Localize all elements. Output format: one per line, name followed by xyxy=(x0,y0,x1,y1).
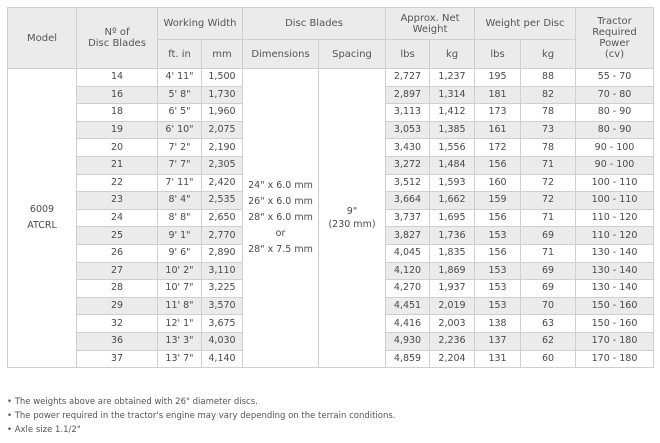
spec-table-container xyxy=(7,7,653,368)
header-disc-blades: Disc Blades xyxy=(243,8,386,40)
cell-width-mm: 2,650 xyxy=(202,209,243,227)
cell-net-kg: 1,556 xyxy=(430,139,475,157)
header-disc-kg: kg xyxy=(521,40,576,69)
cell-net-lbs: 4,416 xyxy=(386,315,430,333)
cell-net-kg: 2,236 xyxy=(430,332,475,350)
cell-net-lbs: 3,430 xyxy=(386,139,430,157)
cell-power: 170 - 180 xyxy=(576,332,654,350)
cell-width-ft: 7' 11" xyxy=(158,174,202,192)
cell-power: 90 - 100 xyxy=(576,156,654,174)
dimension-line: 26" x 6.0 mm xyxy=(248,196,313,208)
cell-disc-lbs: 195 xyxy=(475,69,521,87)
cell-disc-lbs: 138 xyxy=(475,315,521,333)
cell-disc-kg: 70 xyxy=(521,297,576,315)
cell-blades: 25 xyxy=(77,227,158,245)
cell-disc-kg: 88 xyxy=(521,69,576,87)
cell-width-ft: 9' 6" xyxy=(158,244,202,262)
cell-net-lbs: 3,272 xyxy=(386,156,430,174)
cell-disc-lbs: 181 xyxy=(475,86,521,104)
cell-power: 100 - 110 xyxy=(576,192,654,210)
cell-disc-kg: 69 xyxy=(521,280,576,298)
header-blades-line-1: Nº of xyxy=(104,27,130,38)
cell-net-kg: 1,869 xyxy=(430,262,475,280)
cell-blades: 14 xyxy=(77,69,158,87)
cell-net-kg: 2,003 xyxy=(430,315,475,333)
cell-width-mm: 2,535 xyxy=(202,192,243,210)
cell-power: 150 - 160 xyxy=(576,297,654,315)
cell-disc-kg: 60 xyxy=(521,350,576,368)
cell-net-lbs: 4,859 xyxy=(386,350,430,368)
cell-width-mm: 2,075 xyxy=(202,121,243,139)
cell-disc-lbs: 156 xyxy=(475,209,521,227)
cell-disc-lbs: 156 xyxy=(475,156,521,174)
dimension-line: 28" x 7.5 mm xyxy=(248,244,313,256)
cell-net-kg: 1,662 xyxy=(430,192,475,210)
footnote-power: • The power required in the tractor's engine may vary depending on the terrain conditions. xyxy=(7,411,396,421)
cell-power: 150 - 160 xyxy=(576,315,654,333)
cell-blades: 28 xyxy=(77,280,158,298)
header-power-line-2: Required xyxy=(592,27,637,38)
header-power-line-3: Power xyxy=(599,38,630,49)
header-disc-blade-count xyxy=(77,8,158,69)
header-mm: mm xyxy=(202,40,243,69)
cell-disc-kg: 63 xyxy=(521,315,576,333)
cell-width-mm: 2,420 xyxy=(202,174,243,192)
table-body xyxy=(8,69,654,368)
cell-net-kg: 1,695 xyxy=(430,209,475,227)
cell-disc-kg: 72 xyxy=(521,192,576,210)
cell-net-lbs: 4,451 xyxy=(386,297,430,315)
cell-width-ft: 13' 3" xyxy=(158,332,202,350)
header-working-width: Working Width xyxy=(158,8,243,40)
cell-net-kg: 1,736 xyxy=(430,227,475,245)
cell-net-kg: 1,385 xyxy=(430,121,475,139)
footnote-weights: • The weights above are obtained with 26" diameter discs. xyxy=(7,397,258,407)
cell-disc-lbs: 160 xyxy=(475,174,521,192)
cell-blades: 24 xyxy=(77,209,158,227)
header-net-weight-line-2: Weight xyxy=(412,23,448,35)
cell-net-kg: 2,019 xyxy=(430,297,475,315)
spacing-cell xyxy=(319,69,386,368)
model-name-line: 6009 xyxy=(29,204,55,216)
model-name-line: ATCRL xyxy=(27,220,57,232)
cell-width-mm: 1,730 xyxy=(202,86,243,104)
cell-net-lbs: 3,113 xyxy=(386,104,430,122)
cell-net-kg: 1,237 xyxy=(430,69,475,87)
cell-width-mm: 2,190 xyxy=(202,139,243,157)
cell-width-ft: 10' 2" xyxy=(158,262,202,280)
cell-disc-kg: 71 xyxy=(521,244,576,262)
dimension-line: 28" x 6.0 mm xyxy=(248,212,313,224)
cell-blades: 18 xyxy=(77,104,158,122)
header-ft-in: ft. in xyxy=(158,40,202,69)
header-weight-per-disc: Weight per Disc xyxy=(475,8,576,40)
cell-net-lbs: 4,120 xyxy=(386,262,430,280)
cell-power: 130 - 140 xyxy=(576,280,654,298)
cell-blades: 32 xyxy=(77,315,158,333)
cell-blades: 21 xyxy=(77,156,158,174)
cell-disc-kg: 62 xyxy=(521,332,576,350)
cell-disc-lbs: 137 xyxy=(475,332,521,350)
cell-net-lbs: 3,053 xyxy=(386,121,430,139)
header-net-weight-line-1: Approx. Net xyxy=(400,12,460,24)
cell-disc-kg: 69 xyxy=(521,262,576,280)
cell-disc-lbs: 159 xyxy=(475,192,521,210)
cell-disc-kg: 82 xyxy=(521,86,576,104)
cell-width-ft: 10' 7" xyxy=(158,280,202,298)
header-net-weight xyxy=(386,8,475,40)
cell-width-ft: 7' 7" xyxy=(158,156,202,174)
dimension-line: or xyxy=(275,228,286,240)
cell-width-ft: 5' 8" xyxy=(158,86,202,104)
cell-blades: 36 xyxy=(77,332,158,350)
cell-power: 130 - 140 xyxy=(576,262,654,280)
cell-width-ft: 6' 10" xyxy=(158,121,202,139)
cell-width-mm: 3,225 xyxy=(202,280,243,298)
cell-power: 80 - 90 xyxy=(576,104,654,122)
cell-width-ft: 11' 8" xyxy=(158,297,202,315)
cell-net-kg: 2,204 xyxy=(430,350,475,368)
cell-net-kg: 1,314 xyxy=(430,86,475,104)
header-model: Model xyxy=(8,8,77,69)
cell-power: 70 - 80 xyxy=(576,86,654,104)
header-spacing: Spacing xyxy=(319,40,386,69)
cell-width-mm: 3,110 xyxy=(202,262,243,280)
spec-table xyxy=(7,7,654,368)
cell-net-lbs: 2,897 xyxy=(386,86,430,104)
cell-net-lbs: 3,827 xyxy=(386,227,430,245)
cell-blades: 23 xyxy=(77,192,158,210)
cell-disc-kg: 71 xyxy=(521,209,576,227)
header-tractor-power xyxy=(576,8,654,69)
cell-disc-lbs: 161 xyxy=(475,121,521,139)
header-blades-line-2: Disc Blades xyxy=(88,38,146,49)
cell-net-lbs: 3,664 xyxy=(386,192,430,210)
spacing-line: (230 mm) xyxy=(328,219,376,231)
model-cell xyxy=(8,69,77,368)
cell-width-ft: 8' 4" xyxy=(158,192,202,210)
cell-power: 100 - 110 xyxy=(576,174,654,192)
cell-disc-lbs: 131 xyxy=(475,350,521,368)
cell-power: 130 - 140 xyxy=(576,244,654,262)
cell-width-ft: 12' 1" xyxy=(158,315,202,333)
footnotes xyxy=(7,395,653,437)
header-net-lbs: lbs xyxy=(386,40,430,69)
cell-net-lbs: 3,737 xyxy=(386,209,430,227)
cell-disc-kg: 73 xyxy=(521,121,576,139)
cell-blades: 26 xyxy=(77,244,158,262)
cell-net-kg: 1,835 xyxy=(430,244,475,262)
cell-disc-lbs: 153 xyxy=(475,227,521,245)
cell-width-ft: 7' 2" xyxy=(158,139,202,157)
cell-net-lbs: 4,930 xyxy=(386,332,430,350)
cell-width-ft: 6' 5" xyxy=(158,104,202,122)
cell-disc-kg: 69 xyxy=(521,227,576,245)
cell-net-kg: 1,593 xyxy=(430,174,475,192)
cell-power: 170 - 180 xyxy=(576,350,654,368)
cell-power: 110 - 120 xyxy=(576,209,654,227)
cell-width-mm: 1,500 xyxy=(202,69,243,87)
cell-disc-lbs: 173 xyxy=(475,104,521,122)
cell-width-mm: 2,305 xyxy=(202,156,243,174)
cell-width-mm: 3,675 xyxy=(202,315,243,333)
cell-blades: 16 xyxy=(77,86,158,104)
cell-net-lbs: 3,512 xyxy=(386,174,430,192)
cell-blades: 20 xyxy=(77,139,158,157)
cell-power: 80 - 90 xyxy=(576,121,654,139)
cell-width-ft: 9' 1" xyxy=(158,227,202,245)
dimension-line: 24" x 6.0 mm xyxy=(248,180,313,192)
cell-disc-lbs: 156 xyxy=(475,244,521,262)
cell-blades: 19 xyxy=(77,121,158,139)
cell-net-kg: 1,412 xyxy=(430,104,475,122)
cell-width-ft: 4' 11" xyxy=(158,69,202,87)
cell-width-mm: 3,570 xyxy=(202,297,243,315)
cell-blades: 22 xyxy=(77,174,158,192)
header-power-line-1: Tractor xyxy=(597,16,632,27)
cell-blades: 37 xyxy=(77,350,158,368)
cell-disc-kg: 71 xyxy=(521,156,576,174)
cell-disc-lbs: 172 xyxy=(475,139,521,157)
cell-disc-lbs: 153 xyxy=(475,297,521,315)
cell-net-kg: 1,937 xyxy=(430,280,475,298)
cell-width-mm: 1,960 xyxy=(202,104,243,122)
footnote-axle: • Axle size 1.1/2" xyxy=(7,425,81,435)
cell-power: 55 - 70 xyxy=(576,69,654,87)
cell-width-mm: 4,030 xyxy=(202,332,243,350)
cell-width-mm: 4,140 xyxy=(202,350,243,368)
cell-net-lbs: 4,045 xyxy=(386,244,430,262)
cell-width-mm: 2,890 xyxy=(202,244,243,262)
cell-width-ft: 13' 7" xyxy=(158,350,202,368)
cell-blades: 29 xyxy=(77,297,158,315)
header-net-kg: kg xyxy=(430,40,475,69)
cell-power: 90 - 100 xyxy=(576,139,654,157)
cell-power: 110 - 120 xyxy=(576,227,654,245)
cell-blades: 27 xyxy=(77,262,158,280)
cell-disc-kg: 78 xyxy=(521,104,576,122)
table-row xyxy=(8,69,654,87)
cell-net-kg: 1,484 xyxy=(430,156,475,174)
dimensions-cell xyxy=(243,69,319,368)
cell-width-ft: 8' 8" xyxy=(158,209,202,227)
cell-net-lbs: 4,270 xyxy=(386,280,430,298)
cell-disc-lbs: 153 xyxy=(475,262,521,280)
header-disc-lbs: lbs xyxy=(475,40,521,69)
cell-width-mm: 2,770 xyxy=(202,227,243,245)
header-dimensions: Dimensions xyxy=(243,40,319,69)
table-header xyxy=(8,8,654,69)
spacing-line: 9" xyxy=(346,206,358,218)
cell-disc-lbs: 153 xyxy=(475,280,521,298)
cell-net-lbs: 2,727 xyxy=(386,69,430,87)
cell-disc-kg: 72 xyxy=(521,174,576,192)
header-power-line-4: (cv) xyxy=(604,49,625,60)
cell-disc-kg: 78 xyxy=(521,139,576,157)
